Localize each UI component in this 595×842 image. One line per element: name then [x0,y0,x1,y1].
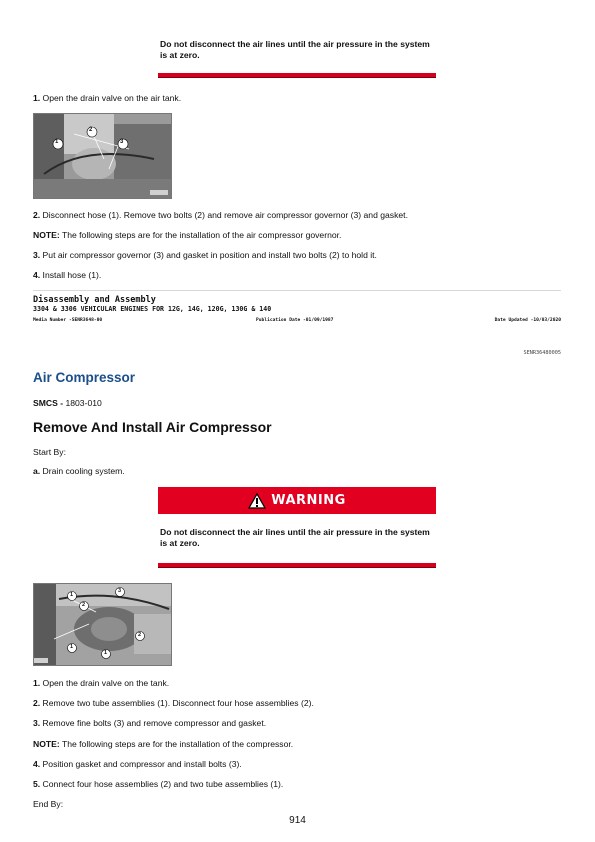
second-warning-text: Do not disconnect the air lines until the air pressure in the system is at zero. [160,527,430,548]
top-warning-bar [158,73,436,78]
page-number: 914 [289,815,306,826]
photo2-callout-3: 3 [118,588,122,594]
warning-triangle-icon [248,493,266,509]
photo2-callout-1: 1 [70,592,74,598]
compressor-step-3: 3. Remove fine bolts (3) and remove compressor and gasket. [33,718,267,728]
compressor-note: NOTE: The following steps are for the installation of the compressor. [33,739,294,749]
section-title: Air Compressor [33,370,136,385]
top-warning-text: Do not disconnect the air lines until the air pressure in the system is at zero. [160,39,430,60]
media-number: Media Number -SENR3648-00 [33,318,103,323]
photo2-callout-4: 2 [138,632,142,638]
warning-label: WARNING [271,493,346,508]
manual-title: Disassembly and Assembly [33,295,156,305]
start-by-label: Start By: [33,447,66,457]
compressor-step-1: 1. Open the drain valve on the tank. [33,678,170,688]
photo2-callout-5: 1 [70,644,74,650]
second-warning-bar [158,563,436,568]
doc-id: SENR36480005 [523,350,561,356]
warning-banner [158,487,436,514]
section-divider [33,290,561,291]
publication-date: Publication Date -01/09/1987 [256,318,334,323]
procedure-title: Remove And Install Air Compressor [33,419,272,435]
start-by-item: a. Drain cooling system. [33,466,125,476]
compressor-step-4: 4. Position gasket and compressor and install bolts (3). [33,759,242,769]
governor-photo [33,113,172,199]
governor-step-4: 4. Install hose (1). [33,270,102,280]
date-updated: Date Updated -10/03/2020 [494,318,561,323]
photo1-callout-1: 1 [55,139,59,145]
compressor-photo [33,583,172,666]
manual-subtitle: 3304 & 3306 VEHICULAR ENGINES FOR 12G, 14G, 120G, 130G & 140 [33,305,272,313]
compressor-step-5: 5. Connect four hose assemblies (2) and two tube assemblies (1). [33,779,284,789]
end-by-label: End By: [33,799,64,809]
compressor-step-2: 2. Remove two tube assemblies (1). Disconnect four hose assemblies (2). [33,698,314,708]
governor-step-1: 1. Open the drain valve on the air tank. [33,93,182,103]
photo2-callout-6: 1 [104,650,108,656]
governor-step-2: 2. Disconnect hose (1). Remove two bolts (2) and remove air compressor governor (3) and gasket. [33,210,408,220]
photo2-callout-2: 2 [82,602,86,608]
smcs-line: SMCS - 1803-010 [33,398,102,408]
governor-step-3: 3. Put air compressor governor (3) and gasket in position and install two bolts (2) to hold it. [33,250,377,260]
photo1-callout-3: 3 [120,139,124,145]
photo1-callout-2: 2 [89,127,93,133]
governor-note: NOTE: The following steps are for the installation of the air compressor governor. [33,230,342,240]
